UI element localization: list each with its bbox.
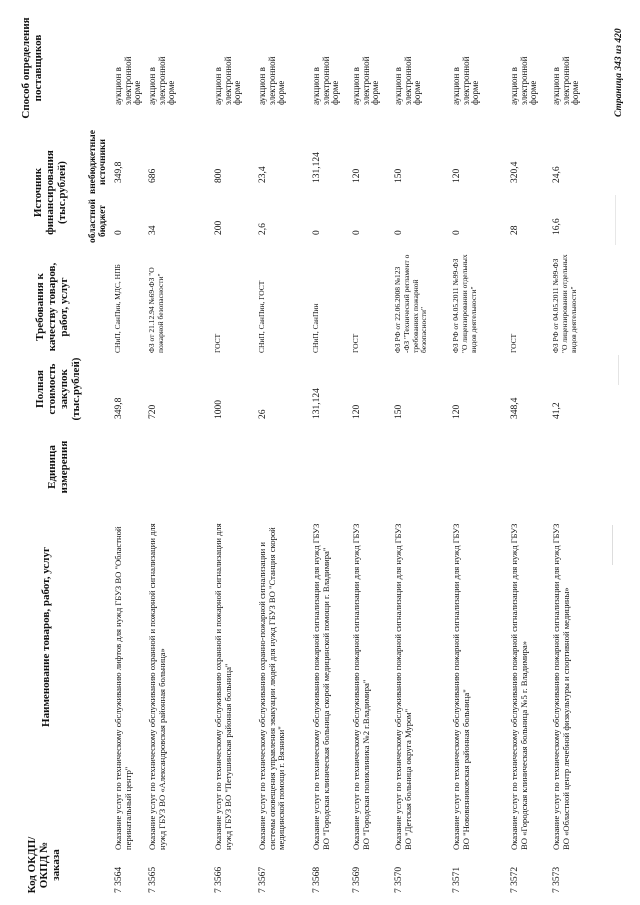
order-code: 7 3564 — [114, 866, 124, 893]
offbudget-value: 23,4 — [258, 166, 268, 183]
regional-budget-value: 2,6 — [258, 223, 268, 235]
header-method: Способ определения поставщиков — [20, 17, 44, 119]
quality-requirements: ФЗ РФ от 04.05.2011 №99-ФЗ "О лицензировании отдельных видов деятельности" — [451, 254, 478, 353]
order-code: 7 3572 — [510, 866, 520, 893]
order-code: 7 3565 — [148, 866, 158, 893]
procurement-method: аукцион в электронной форме — [113, 56, 142, 105]
item-name: Оказание услуг по техническому обслуживанию охранной и пожарной сигнализации для нужд ГБУЗ ВО «Александровская районная больница» — [147, 523, 167, 850]
offbudget-value: 150 — [394, 168, 404, 183]
order-code: 7 3567 — [258, 866, 268, 893]
procurement-method: аукцион в электронной форме — [509, 56, 538, 105]
procurement-method: аукцион в электронной форме — [213, 56, 242, 105]
scan-speck — [615, 195, 616, 245]
header-name: Наименование товаров, работ, услуг — [40, 547, 52, 727]
quality-requirements: ГОСТ — [213, 333, 222, 353]
order-code: 7 3566 — [214, 866, 224, 893]
item-name: Оказание услуг по техническому обслуживанию охранно-пожарной сигнализации и системы оповещения управления эвакуации людей для нужд ГБУЗ ВО "Станция скорой медицинской помощи г. Вязники" — [257, 527, 287, 850]
quality-requirements: СНиП, СанПин — [311, 303, 320, 353]
offbudget-value: 120 — [452, 168, 462, 183]
regional-budget-value: 0 — [394, 230, 404, 235]
total-cost: 26 — [258, 409, 268, 419]
item-name: Оказание услуг по техническому обслуживанию пожарной сигнализации для нужд ГБУЗ ВО «Городская клиническая больница №5 г. Владимира» — [509, 523, 529, 850]
offbudget-value: 686 — [148, 168, 158, 183]
total-cost: 348,4 — [510, 397, 520, 419]
item-name: Оказание услуг по техническому обслуживанию пожарной сигнализации для нужд ГБУЗ ВО «Областной центр лечебной физкультуры и спортивной медицины» — [551, 523, 571, 850]
quality-requirements: ФЗ РФ от 22.06.2008 №123 -ФЗ "Технический регламент о требованиях пожарной безопасности" — [393, 254, 429, 353]
item-name: Оказание услуг по техническому обслуживанию пожарной сигнализации для нужд ГБУЗ ВО "Нововязниковская районная больница" — [451, 523, 471, 850]
procurement-method: аукцион в электронной форме — [393, 56, 422, 105]
order-code: 7 3570 — [394, 866, 404, 893]
header-unit: Единица измерения — [46, 440, 70, 494]
procurement-method: аукцион в электронной форме — [551, 56, 580, 105]
regional-budget-value: 0 — [352, 230, 362, 235]
item-name: Оказание услуг по техническому обслуживанию охранной и пожарной сигнализации для нужд ГБУЗ ВО "Петушинская районная больница" — [213, 523, 233, 850]
header-requirements: Требования к качеству товаров, работ, услуг — [34, 262, 70, 352]
header-financing: Источник финансирования (тыс.рублей) — [32, 150, 68, 235]
page-number: Страница 343 из 420 — [614, 28, 624, 117]
regional-budget-value: 34 — [148, 225, 158, 235]
scan-speck — [612, 525, 613, 565]
scan-speck — [618, 355, 619, 385]
regional-budget-value: 0 — [312, 230, 322, 235]
procurement-method: аукцион в электронной форме — [257, 56, 286, 105]
procurement-method: аукцион в электронной форме — [311, 56, 340, 105]
regional-budget-value: 28 — [510, 225, 520, 235]
procurement-method: аукцион в электронной форме — [351, 56, 380, 105]
quality-requirements: ФЗ РФ от 04.05.2011 №99-ФЗ "О лицензировании отдельных видов деятельности" — [551, 254, 578, 353]
header-regional-budget: областной бюджет — [88, 199, 108, 243]
quality-requirements: СНиП, СанПин, МДС, НПБ — [113, 264, 122, 353]
offbudget-value: 800 — [214, 168, 224, 183]
item-name: Оказание услуг по техническому обслуживанию пожарной сигнализации для нужд ГБУЗ ВО "Детская больница округа Муром" — [393, 523, 413, 850]
order-code: 7 3569 — [352, 866, 362, 893]
total-cost: 720 — [148, 404, 158, 419]
procurement-method: аукцион в электронной форме — [451, 56, 480, 105]
total-cost: 150 — [394, 404, 404, 419]
item-name: Оказание услуг по техническому обслуживанию пожарной сигнализации для нужд ГБУЗ ВО "Городская поликлиника №2 г.Владимира" — [351, 523, 371, 850]
regional-budget-value: 16,6 — [552, 218, 562, 235]
header-offbudget: внебюджетные источники — [88, 130, 108, 194]
offbudget-value: 320,4 — [510, 161, 520, 183]
quality-requirements: ГОСТ — [509, 333, 518, 353]
order-code: 7 3568 — [312, 866, 322, 893]
offbudget-value: 131,124 — [312, 152, 322, 183]
total-cost: 349,8 — [114, 397, 124, 419]
quality-requirements: СНиП, СанПин, ГОСТ — [257, 280, 266, 353]
total-cost: 120 — [352, 404, 362, 419]
header-code: Код ОКДП/ ОКПД № заказа — [26, 836, 62, 894]
item-name: Оказание услуг по техническому обслуживанию пожарной сигнализации для нужд ГБУЗ ВО "Городская клиническая больница скорой медицинской помощи г. Владимира" — [311, 523, 331, 850]
total-cost: 41,2 — [552, 402, 562, 419]
order-code: 7 3573 — [552, 866, 562, 893]
item-name: Оказание услуг по техническому обслуживанию лифтов для нужд ГБУЗ ВО "Областной перинатальный центр" — [113, 526, 133, 850]
order-code: 7 3571 — [452, 866, 462, 893]
total-cost: 120 — [452, 404, 462, 419]
offbudget-value: 24,6 — [552, 166, 562, 183]
regional-budget-value: 0 — [114, 230, 124, 235]
quality-requirements: ФЗ от 21.12.94 №69-ФЗ "О пожарной безопасности" — [147, 267, 165, 353]
total-cost: 1000 — [214, 400, 224, 419]
regional-budget-value: 200 — [214, 220, 224, 235]
procurement-method: аукцион в электронной форме — [147, 56, 176, 105]
offbudget-value: 120 — [352, 168, 362, 183]
total-cost: 131,124 — [312, 388, 322, 419]
header-total: Полная стоимость закупок (тыс.рублей) — [34, 357, 82, 421]
offbudget-value: 349,8 — [114, 161, 124, 183]
quality-requirements: ГОСТ — [351, 333, 360, 353]
regional-budget-value: 0 — [452, 230, 462, 235]
